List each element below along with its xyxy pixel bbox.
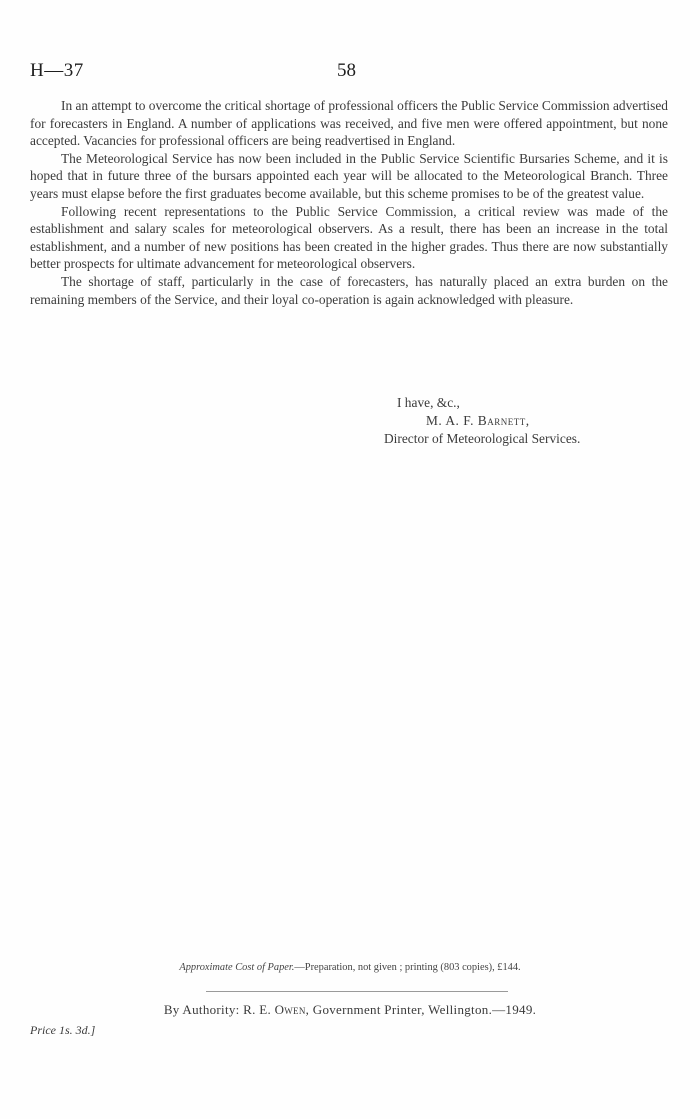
paragraph: The Meteorological Service has now been included in the Public Service Scientific Bursaries Scheme, and it is hoped that in future three of the bursars appointed each year will be allocated to the Meteorological Branch. Three years must elapse before the first graduates become available, but this scheme promises to be of the greatest value. — [30, 150, 668, 201]
paragraph: In an attempt to overcome the critical shortage of professional officers the Public Service Commission advertised for forecasters in England. A number of applications was received, and five men were offered appointment, but none accepted. Vacancies for professional officers are being readvertised in England. — [30, 98, 668, 149]
document-reference: H—37 — [30, 60, 84, 81]
cost-note-text: —Preparation, not given ; printing (803 copies), £144. — [294, 962, 521, 973]
paragraph: Following recent representations to the Public Service Commission, a critical review was made of the establishment and salary scales for meteorological observers. As a result, there has been an increase in the total establishment, and a number of new positions has been created in the higher grades. Thus there are now substantially better prospects for ultimate advancement for meteorological observers. — [30, 203, 668, 272]
price-note: Price 1s. 3d.] — [30, 1023, 96, 1037]
printer-imprint — [0, 1002, 700, 1018]
signature-name: M. A. F. Barnett, — [426, 413, 530, 428]
signature-salutation: I have, &c., — [397, 395, 460, 410]
printer-name: R. E. Owen, — [243, 1002, 310, 1017]
page-number: 58 — [337, 60, 356, 81]
cost-note-label: Approximate Cost of Paper. — [179, 962, 295, 973]
signature-block — [384, 394, 674, 448]
paragraph: The shortage of staff, particularly in the case of forecasters, has naturally placed an extra burden on the remaining members of the Service, and their loyal co-operation is again acknowledged with pleasure. — [30, 273, 668, 307]
cost-note — [0, 962, 700, 973]
imprint-prefix: By Authority: — [163, 1002, 240, 1017]
imprint-suffix: Government Printer, Wellington.—1949. — [312, 1002, 537, 1017]
signature-title: Director of Meteorological Services. — [384, 431, 581, 446]
footer-divider — [206, 991, 508, 992]
body-text — [30, 97, 668, 308]
